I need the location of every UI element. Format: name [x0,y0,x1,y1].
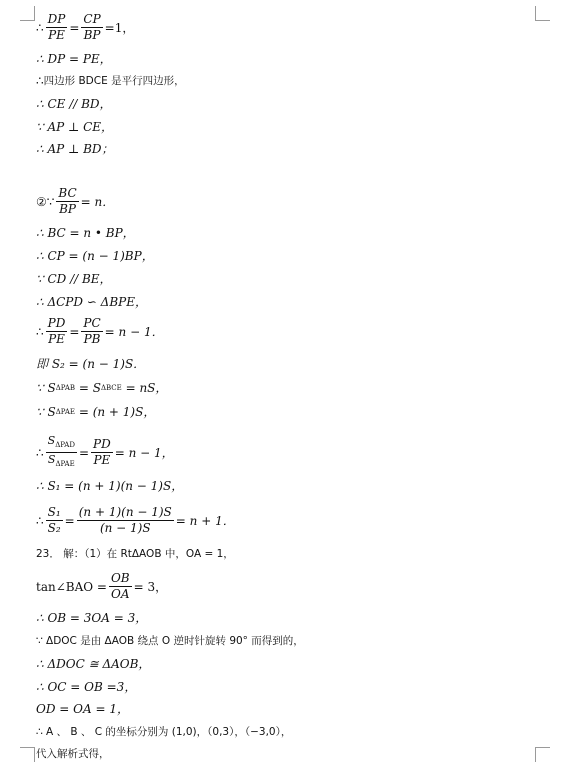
proof-line: ∴ OC = OB =3， [36,680,137,694]
fraction-denominator: PE [93,453,111,467]
equals-sign: = [64,513,75,528]
fraction-denominator: S₂ [47,521,61,535]
proof-line-fraction-bc-bp [36,186,114,217]
page-corner-mark-bottom-left [20,747,35,762]
proof-line-area-ratio [36,434,174,471]
fraction-numerator [46,434,77,453]
fraction-area-ratio [46,434,77,471]
item-marker: ②∵ [36,194,55,209]
area-subscript: ΔPAD [55,441,75,449]
fraction-numerator: OB [110,571,130,585]
equation-tail: = n． [80,194,115,209]
proof-line [36,73,185,89]
fraction-product-over-s [77,505,174,536]
problem-23-heading [36,546,234,562]
therefore-symbol: ∴ [36,445,44,460]
fraction-numerator: DP [47,12,66,26]
fraction-denominator: BP [59,202,76,216]
area-symbol: S [47,453,56,466]
equation-tail: = 3， [133,579,168,594]
fraction-ob-oa [109,571,132,602]
area-subscript: ΔBCE [100,384,122,392]
proof-line-fraction-dp-pe [36,12,134,43]
proof-line: OD = OA = 1， [36,702,129,716]
proof-line: ∴ CE // BD， [36,97,112,111]
equation-tail: = n + 1． [175,513,235,528]
therefore-symbol: ∴ [36,74,44,88]
fraction-numerator: S₁ [47,505,61,519]
proof-line: ∵ AP ⊥ CE， [36,120,114,134]
area-symbol: = S [78,381,101,395]
because-symbol: ∵ [36,381,44,395]
proof-line: 即 S₂ = (n − 1)S． [36,357,146,371]
fraction-pd-pe [91,437,113,468]
therefore-symbol: ∴ [36,20,44,35]
fraction-denominator: PE [48,28,65,42]
fraction-pd-pe [46,316,68,347]
proof-text: 23． 解：（1）在 RtΔAOB 中，OA = 1， [36,548,234,560]
fraction-numerator: PD [47,316,66,330]
proof-line [36,724,291,740]
equals-sign: = [69,20,80,35]
therefore-symbol: ∴ [36,513,44,528]
proof-line [36,746,110,762]
area-symbol: S [47,405,56,419]
equals-sign: = [78,445,90,460]
equation-tail: = n − 1． [104,324,164,339]
proof-line-fraction-pd-pe [36,316,164,347]
proof-text: 代入解析式得， [36,748,110,760]
proof-text: 四边形 BDCE 是平行四边形， [43,75,185,87]
proof-line: ∴ CP = (n − 1)BP， [36,249,154,263]
fraction-denominator: (n − 1)S [99,521,151,535]
because-symbol: ∵ [36,405,44,419]
area-subscript: ΔPAE [55,460,75,468]
fraction-numerator: PD [93,437,111,451]
fraction-denominator: PB [83,332,101,346]
proof-line: ∴ S₁ = (n + 1)(n − 1)S， [36,479,184,493]
area-subscript: ΔPAB [55,384,76,392]
fraction-cp-bp [81,12,102,43]
proof-line: ∵ CD // BE， [36,272,112,286]
proof-line-area-pae [36,404,155,420]
area-subscript: ΔPAE [55,408,75,416]
fraction-numerator: CP [83,12,101,26]
proof-line: ∴ DP = PE， [36,52,112,66]
fraction-pc-pb [81,316,102,347]
proof-line: ∴ OB = 3OA = 3， [36,611,148,625]
fraction-numerator: BC [58,186,77,200]
proof-text: ∵ ΔDOC 是由 ΔAOB 绕点 O 逆时针旋转 90° 而得到的， [36,635,304,647]
equation-tail: = n − 1， [114,445,174,460]
fraction-denominator [46,453,77,471]
proof-line-s1-s2-ratio [36,505,235,536]
area-symbol: S [47,381,56,395]
fraction-dp-pe [46,12,68,43]
proof-text: ∴ A 、 B 、 C 的坐标分别为 (1,0)，（0,3），（−3,0）， [36,726,292,738]
proof-line-area-equality [36,380,167,396]
fraction-bc-bp [56,186,78,217]
fraction-denominator: BP [83,28,101,42]
proof-line-tangent [36,571,167,602]
page-corner-mark-bottom-right [535,747,550,762]
proof-line: ∴ ΔDOC ≅ ΔAOB， [36,657,151,671]
equals-sign: = [69,324,80,339]
area-symbol: S [47,434,56,447]
fraction-s1-s2 [46,505,63,536]
proof-line: ∴ ΔCPD ∽ ΔBPE， [36,295,147,309]
page-corner-mark-top-left [20,6,35,21]
fraction-numerator: (n + 1)(n − 1)S [78,505,172,519]
equation-tail: =1， [104,20,135,35]
proof-line: ∴ BC = n • BP， [36,226,135,240]
proof-line [36,633,304,649]
page-corner-mark-top-right [535,6,550,21]
tangent-expression: tan∠BAO = [36,579,107,594]
equation-tail: = nS， [125,381,168,395]
fraction-denominator: PE [48,332,65,346]
equation-tail: = (n + 1)S， [78,405,156,419]
therefore-symbol: ∴ [36,324,44,339]
fraction-denominator: OA [111,587,130,601]
proof-line: ∴ AP ⊥ BD； [36,142,114,156]
fraction-numerator: PC [83,316,101,330]
